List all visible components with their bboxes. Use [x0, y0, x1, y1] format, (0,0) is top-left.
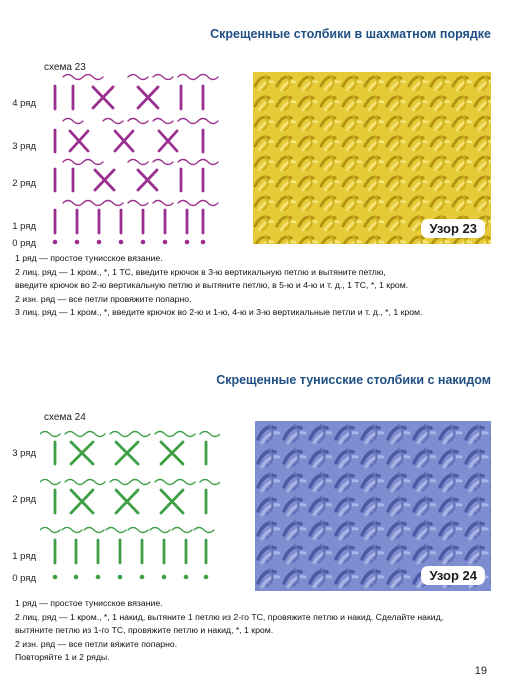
loop-symbol [153, 201, 173, 206]
loop-symbol [198, 160, 218, 165]
instruction-line: 2 изн. ряд — все петли вяжите попарно. [15, 638, 178, 649]
chain-dot [141, 240, 146, 245]
instruction-line: 3 лиц. ряд — 1 кром., *, введите крючок во 2-ю и 1-ю, 4-ю и 3-ю вертикальные петли и т. д., *, 1 кром. [15, 307, 423, 318]
loop-symbol [128, 201, 148, 206]
loop-symbol [178, 119, 198, 124]
row-label: 3 ряд [12, 448, 36, 459]
row-label: 0 ряд [12, 238, 36, 249]
row-label: 2 ряд [12, 494, 36, 505]
chain-dot [75, 240, 80, 245]
loop-symbol [128, 160, 148, 165]
loop-symbol [198, 201, 218, 206]
pattern-23-photo [253, 72, 491, 244]
loop-symbol [85, 480, 105, 485]
loop-symbol [40, 432, 60, 437]
loop-symbol [85, 432, 105, 437]
loop-symbol [128, 528, 148, 533]
chain-dot [140, 575, 145, 580]
loop-symbol [150, 528, 170, 533]
instruction-line: 2 лиц. ряд — 1 кром., *, 1 накид, вытяните 1 петлю из 2-го ТС, провяжите петлю и накид. Сделайте накид, [15, 611, 444, 622]
instruction-line: 1 ряд — простое тунисское вязание. [15, 598, 163, 608]
loop-symbol [130, 432, 150, 437]
scheme-24-label: схема 24 [44, 412, 86, 423]
loop-symbol [110, 432, 130, 437]
scheme-24-row-3 [40, 432, 220, 465]
chain-dot [97, 240, 102, 245]
section-23-instructions [15, 252, 510, 320]
scheme-23-row-4 [55, 75, 218, 110]
loop-symbol [128, 119, 148, 124]
loop-symbol [103, 201, 123, 206]
scheme-23-chart [40, 70, 220, 250]
loop-symbol [63, 75, 83, 80]
chain-dot [53, 240, 58, 245]
loop-symbol [110, 480, 130, 485]
loop-symbol [65, 480, 85, 485]
scheme-24-chart [40, 420, 220, 590]
loop-symbol [65, 432, 85, 437]
chain-dot [184, 575, 189, 580]
row-label: 4 ряд [12, 98, 36, 109]
row-label: 3 ряд [12, 141, 36, 152]
row-label: 0 ряд [12, 573, 36, 584]
page-number: 19 [474, 665, 487, 677]
loop-symbol [40, 528, 60, 533]
chain-dot [201, 240, 206, 245]
instruction-line: 1 ряд — простое тунисское вязание. [15, 253, 163, 263]
scheme-23-row-2 [55, 160, 218, 192]
loop-symbol [40, 480, 60, 485]
section-24-title: Скрещенные тунисские столбики с накидом [216, 373, 491, 387]
instruction-line: 2 изн. ряд — все петли провяжите попарно. [15, 293, 192, 304]
scheme-24-row-1 [40, 528, 214, 564]
loop-symbol [178, 160, 198, 165]
scheme-23-row-3 [55, 119, 218, 153]
chain-dot [204, 575, 209, 580]
loop-symbol [103, 119, 123, 124]
loop-symbol [63, 160, 83, 165]
pattern-23-label: Узор 23 [421, 219, 485, 238]
loop-symbol [198, 119, 218, 124]
section-23-title: Скрещенные столбики в шахматном порядке [210, 27, 491, 41]
instruction-line: введите крючок во 2-ю вертикальную петлю и вытяните петлю, в 5-ю и 4-ю и т. д., 1 ТС, *, 1 кром. [15, 280, 409, 291]
row-label: 2 ряд [12, 178, 36, 189]
chain-dot [96, 575, 101, 580]
loop-symbol [153, 160, 173, 165]
loop-symbol [153, 75, 173, 80]
chain-dot [185, 240, 190, 245]
loop-symbol [83, 201, 103, 206]
loop-symbol [175, 480, 195, 485]
scheme-23-row-0 [53, 240, 206, 245]
scheme-24-row-0 [53, 575, 209, 580]
instruction-line: 2 лиц. ряд — 1 кром., *, 1 ТС, введите крючок в 3-ю вертикальную петлю и вытяните петлю, [15, 266, 386, 277]
row-label: 1 ряд [12, 221, 36, 232]
row-label: 1 ряд [12, 551, 36, 562]
pattern-24-label: Узор 24 [421, 566, 485, 585]
loop-symbol [155, 432, 175, 437]
loop-symbol [194, 528, 214, 533]
loop-symbol [63, 201, 83, 206]
loop-symbol [128, 75, 148, 80]
chain-dot [53, 575, 58, 580]
loop-symbol [63, 119, 83, 124]
loop-symbol [178, 75, 198, 80]
loop-symbol [83, 75, 103, 80]
pattern-24-photo [255, 421, 491, 591]
loop-symbol [62, 528, 82, 533]
section-24-instructions [15, 597, 510, 665]
chain-dot [163, 240, 168, 245]
chain-dot [118, 575, 123, 580]
chain-dot [119, 240, 124, 245]
instruction-line: вытяните петлю из 1-го ТС, провяжите петлю и накид, *, 1 кром. [15, 625, 274, 636]
loop-symbol [172, 528, 192, 533]
loop-symbol [200, 432, 220, 437]
loop-symbol [155, 480, 175, 485]
loop-symbol [130, 480, 150, 485]
chain-dot [74, 575, 79, 580]
loop-symbol [153, 119, 173, 124]
loop-symbol [175, 432, 195, 437]
loop-symbol [83, 160, 103, 165]
loop-symbol [106, 528, 126, 533]
loop-symbol [178, 201, 198, 206]
scheme-24-row-2 [40, 480, 220, 514]
instruction-line: Повторяйте 1 и 2 ряды. [15, 652, 110, 663]
chain-dot [162, 575, 167, 580]
scheme-23-label: схема 23 [44, 62, 86, 73]
loop-symbol [84, 528, 104, 533]
loop-symbol [200, 480, 220, 485]
scheme-23-row-1 [55, 201, 218, 234]
loop-symbol [198, 75, 218, 80]
